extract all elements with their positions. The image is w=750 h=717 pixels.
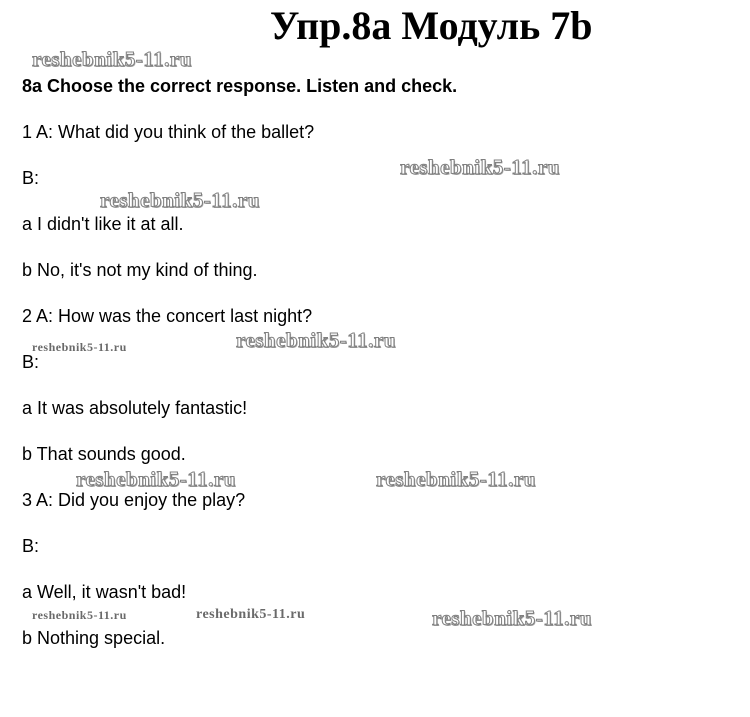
exercise-line-2: B: <box>22 168 40 188</box>
exercise-line-3: a I didn't like it at all. <box>22 214 184 234</box>
exercise-line-1: 1 A: What did you think of the ballet? <box>22 122 315 142</box>
exercise-line-6: B: <box>22 352 40 372</box>
watermark: reshebnik5-11.ru <box>32 608 127 622</box>
exercise-line-4: b No, it's not my kind of thing. <box>22 260 258 280</box>
watermark: reshebnik5-11.ru <box>32 340 127 354</box>
watermark: reshebnik5-11.ru <box>400 155 560 179</box>
watermark: reshebnik5-11.ru <box>100 188 260 212</box>
watermark: reshebnik5-11.ru <box>196 607 306 622</box>
watermark: reshebnik5-11.ru <box>32 47 192 71</box>
exercise-line-12: b Nothing special. <box>22 628 166 648</box>
watermark: reshebnik5-11.ru <box>432 606 592 630</box>
exercise-line-8: b That sounds good. <box>22 444 186 464</box>
watermark: reshebnik5-11.ru <box>376 467 536 491</box>
exercise-line-11: a Well, it wasn't bad! <box>22 582 187 602</box>
exercise-instruction: 8a Choose the correct response. Listen and check. <box>22 76 458 96</box>
watermark: reshebnik5-11.ru <box>76 467 236 491</box>
exercise-line-5: 2 A: How was the concert last night? <box>22 306 313 326</box>
exercise-line-7: a It was absolutely fantastic! <box>22 398 248 418</box>
exercise-line-10: B: <box>22 536 40 556</box>
watermark: reshebnik5-11.ru <box>236 328 396 352</box>
page-title: Упр.8а Модуль 7b <box>270 3 593 48</box>
exercise-line-9: 3 A: Did you enjoy the play? <box>22 490 246 510</box>
